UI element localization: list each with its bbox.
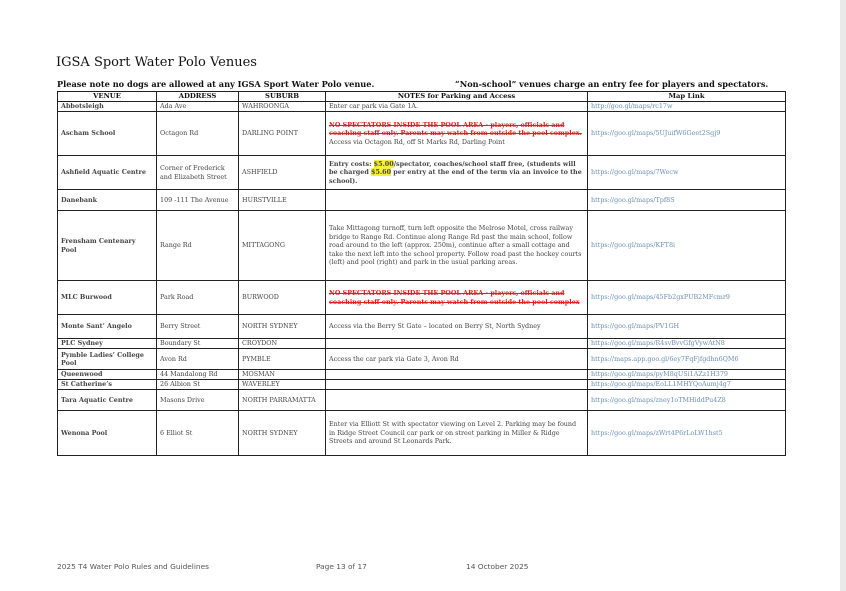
suburb-cell: NORTH PARRAMATTA bbox=[239, 390, 326, 411]
venue-cell: Frensham Centenary Pool bbox=[58, 211, 157, 281]
venue-cell: Monte Sant’ Angelo bbox=[58, 315, 157, 339]
address-cell: Octagon Rd bbox=[157, 112, 239, 156]
map-link-cell bbox=[588, 211, 786, 281]
venue-cell: Pymble Ladies’ College Pool bbox=[58, 349, 157, 370]
venue-cell: PLC Sydney bbox=[58, 339, 157, 349]
venue-cell: Danebank bbox=[58, 190, 157, 211]
table-row bbox=[58, 112, 786, 156]
notes-cell bbox=[326, 156, 588, 190]
venue-cell: Queenwood bbox=[58, 370, 157, 380]
map-link-cell bbox=[588, 339, 786, 349]
suburb-cell: DARLING POINT bbox=[239, 112, 326, 156]
spectator-fee-highlight: $5.00 bbox=[373, 159, 394, 168]
header-map-link: Map Link bbox=[588, 92, 786, 102]
no-spectators-warning: NO SPECTATORS INSIDE THE POOL AREA - players, officials and coaching staff only. Parents may watch from outside the pool complex bbox=[329, 289, 580, 306]
map-link-cell bbox=[588, 315, 786, 339]
venue-cell: MLC Burwood bbox=[58, 281, 157, 315]
entry-cost-text: per entry at the end of the term via an invoice to the school). bbox=[329, 168, 582, 185]
map-link[interactable]: https://goo.gl/maps/pyM8qUSi1AZz1H379 bbox=[591, 370, 729, 379]
notes-cell bbox=[326, 380, 588, 390]
suburb-cell: BURWOOD bbox=[239, 281, 326, 315]
table-row bbox=[58, 339, 786, 349]
suburb-cell: MOSMAN bbox=[239, 370, 326, 380]
suburb-cell: CROYDON bbox=[239, 339, 326, 349]
no-spectators-warning: NO SPECTATORS INSIDE THE POOL AREA - players, officials and coaching staff only. Parents may watch from outside the pool complex. bbox=[329, 120, 582, 138]
notes-cell: Access the car park via Gate 3, Avon Rd bbox=[326, 349, 588, 370]
venue-cell: Abbotsleigh bbox=[58, 102, 157, 112]
table-row bbox=[58, 390, 786, 411]
notes-cell bbox=[326, 112, 588, 156]
map-link-cell bbox=[588, 156, 786, 190]
address-cell: Range Rd bbox=[157, 211, 239, 281]
notes-cell: Access via the Berry St Gate – located on Berry St, North Sydney bbox=[326, 315, 588, 339]
entry-cost-text: Entry costs: bbox=[329, 159, 374, 168]
table-row bbox=[58, 156, 786, 190]
map-link-cell bbox=[588, 370, 786, 380]
address-cell: Masons Drive bbox=[157, 390, 239, 411]
table-row bbox=[58, 349, 786, 370]
map-link-cell bbox=[588, 112, 786, 156]
suburb-cell: WAHROONGA bbox=[239, 102, 326, 112]
address-cell: Boundary St bbox=[157, 339, 239, 349]
header-address: ADDRESS bbox=[157, 92, 239, 102]
no-dogs-note: Please note no dogs are allowed at any IGSA Sport Water Polo venue. bbox=[57, 79, 375, 89]
address-cell: 26 Albion St bbox=[157, 380, 239, 390]
address-cell: Ada Ave bbox=[157, 102, 239, 112]
suburb-cell: NORTH SYDNEY bbox=[239, 411, 326, 456]
notes-cell bbox=[326, 339, 588, 349]
entry-fee-note: “Non-school” venues charge an entry fee for players and spectators. bbox=[455, 79, 769, 89]
map-link[interactable]: https://goo.gl/maps/zney1oTMHiddPu4Z8 bbox=[591, 395, 726, 404]
suburb-cell: NORTH SYDNEY bbox=[239, 315, 326, 339]
entry-cost-text: /spectator, coaches/school staff free, (students will be charged bbox=[329, 159, 576, 177]
map-link-cell bbox=[588, 411, 786, 456]
header-venue: VENUE bbox=[58, 92, 157, 102]
table-row bbox=[58, 102, 786, 112]
address-cell: 44 Mandalong Rd bbox=[157, 370, 239, 380]
venue-cell: Tara Aquatic Centre bbox=[58, 390, 157, 411]
table-row bbox=[58, 211, 786, 281]
map-link[interactable]: https://goo.gl/maps/KFT8i bbox=[591, 241, 676, 250]
page-title: IGSA Sport Water Polo Venues bbox=[56, 55, 257, 70]
footer-doc-title: 2025 T4 Water Polo Rules and Guidelines bbox=[57, 562, 209, 571]
student-fee-highlight: $5.60 bbox=[371, 168, 392, 177]
map-link-cell bbox=[588, 390, 786, 411]
notes-cell: Enter car park via Gate 1A. bbox=[326, 102, 588, 112]
venue-cell: Ashfield Aquatic Centre bbox=[58, 156, 157, 190]
map-link[interactable]: https://goo.gl/maps/R4svBvvGfgVywAtN8 bbox=[591, 339, 725, 348]
map-link-cell bbox=[588, 190, 786, 211]
map-link-cell bbox=[588, 281, 786, 315]
map-link[interactable]: https://goo.gl/maps/7Wecw bbox=[591, 168, 679, 177]
footer-page-number: Page 13 of 17 bbox=[316, 562, 367, 571]
address-cell: Berry Street bbox=[157, 315, 239, 339]
map-link[interactable]: http://goo.gl/maps/rc17w bbox=[591, 102, 673, 111]
venue-cell: St Catherine’s bbox=[58, 380, 157, 390]
map-link[interactable]: https://maps.app.goo.gl/6ey7FqFjfgdhn6QM6 bbox=[591, 354, 739, 363]
map-link[interactable]: https://goo.gl/maps/PV1GH bbox=[591, 322, 680, 331]
notes-cell bbox=[326, 370, 588, 380]
venues-table bbox=[57, 91, 786, 456]
address-cell: Park Road bbox=[157, 281, 239, 315]
map-link-cell bbox=[588, 349, 786, 370]
map-link-cell bbox=[588, 380, 786, 390]
footer-date: 14 October 2025 bbox=[466, 562, 529, 571]
table-row bbox=[58, 380, 786, 390]
map-link[interactable]: https://goo.gl/maps/zWrt4P6rLoLW1hst5 bbox=[591, 428, 723, 437]
table-row bbox=[58, 190, 786, 211]
address-cell: Corner of Frederick and Elizabeth Street bbox=[157, 156, 239, 190]
header-suburb: SUBURB bbox=[239, 92, 326, 102]
notes-cell bbox=[326, 281, 588, 315]
notes-cell: Enter via Elliott St with spectator viewing on Level 2. Parking may be found in Ridge Street Council car park or on street parking in Miller & Ridge Streets and around St Leonards Park. bbox=[326, 411, 588, 456]
suburb-cell: ASHFIELD bbox=[239, 156, 326, 190]
table-row bbox=[58, 281, 786, 315]
address-cell: 109 -111 The Avenue bbox=[157, 190, 239, 211]
venue-cell: Ascham School bbox=[58, 112, 157, 156]
map-link[interactable]: https://goo.gl/maps/EoLL1MHYQoAumj4g7 bbox=[591, 380, 731, 389]
table-row bbox=[58, 315, 786, 339]
notes-cell: Take Mittagong turnoff, turn left opposite the Melrose Motel, cross railway bridge to Range Rd. Continue along Range Rd past the main school, follow road around to the left (approx. 250m), continue after a small cottage and take the next left into the school property. Follow road past the hockey courts (left) and pool (right) and park in the usual parking areas. bbox=[326, 211, 588, 281]
suburb-cell: MITTAGONG bbox=[239, 211, 326, 281]
table-row bbox=[58, 411, 786, 456]
notes-cell bbox=[326, 190, 588, 211]
table-header-row bbox=[58, 92, 786, 102]
header-notes: NOTES for Parking and Access bbox=[326, 92, 588, 102]
address-cell: 6 Elliot St bbox=[157, 411, 239, 456]
suburb-cell: HURSTVILLE bbox=[239, 190, 326, 211]
suburb-cell: PYMBLE bbox=[239, 349, 326, 370]
map-link[interactable]: https://goo.gl/maps/45Fb2gxPUB2MFcmr9 bbox=[591, 293, 730, 302]
access-note: Access via Octagon Rd, off St Marks Rd, Darling Point bbox=[329, 137, 505, 146]
suburb-cell: WAVERLEY bbox=[239, 380, 326, 390]
page-edge bbox=[840, 0, 846, 591]
notes-cell bbox=[326, 390, 588, 411]
venue-cell: Wenona Pool bbox=[58, 411, 157, 456]
map-link[interactable]: https://goo.gl/maps/5UJuifW6Geet2Sgj9 bbox=[591, 129, 721, 138]
map-link-cell bbox=[588, 102, 786, 112]
table-row bbox=[58, 370, 786, 380]
address-cell: Avon Rd bbox=[157, 349, 239, 370]
map-link[interactable]: https://goo.gl/maps/Tpf8S bbox=[591, 195, 675, 204]
